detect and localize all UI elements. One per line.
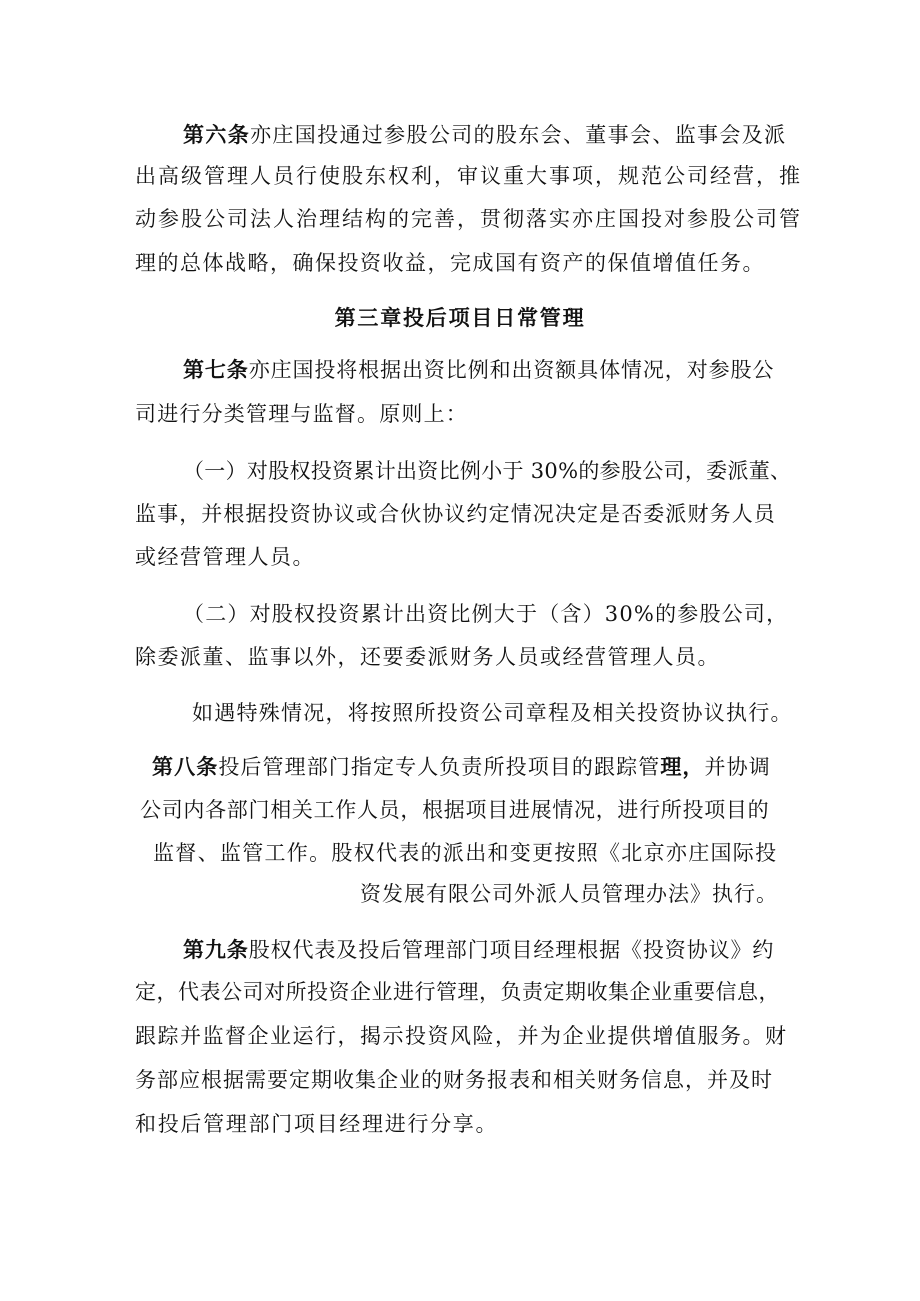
article7-label: 第七条 <box>183 357 249 382</box>
item2-line-2: 除委派董、监事以外，还要委派财务人员或经营管理人员。 <box>135 645 720 669</box>
article9-label: 第九条 <box>183 937 249 962</box>
article7-text-1: 亦庄国投将根据出资比例和出资额具体情况，对参股公 <box>248 358 775 382</box>
article8-text-1a: 投后管理部门指定专人负责所投项目的跟踪管 <box>218 755 661 779</box>
chapter3-heading: 第三章投后项目日常管理 <box>334 305 586 330</box>
item1-line-2: 监事，并根据投资协议或合伙协议约定情况决定是否委派财务人员 <box>135 502 776 526</box>
article6-line-1 <box>183 121 786 149</box>
article8-text-1c: 并协调 <box>704 755 771 779</box>
article6-line-2: 出高级管理人员行使股东权利，审议重大事项，规范公司经营，推 <box>135 164 802 188</box>
article8-line-2: 公司内各部门相关工作人员，根据项目进展情况，进行所投项目的 <box>140 798 770 822</box>
article9-line-3: 跟踪并监督企业运行，揭示投资风险，并为企业提供增值服务。财 <box>135 1024 788 1048</box>
item1-line-1: （一）对股权投资累计出资比例小于 30%的参股公司，委派董、 <box>183 459 792 483</box>
article8-text-1b: 理， <box>660 754 705 779</box>
article7-line-2: 司进行分类管理与监督。原则上： <box>135 402 468 426</box>
article8-line-4: 资发展有限公司外派人员管理办法》执行。 <box>360 882 778 906</box>
article6-line-3: 动参股公司法人治理结构的完善，贯彻落实亦庄国投对参股公司管 <box>135 207 802 231</box>
article6-line-4: 理的总体战略，确保投资收益，完成国有资产的保值增值任务。 <box>135 251 765 275</box>
article9-line-5: 和投后管理部门项目经理进行分享。 <box>135 1112 499 1136</box>
article6-label: 第六条 <box>183 122 251 147</box>
article9-line-2: 定，代表公司对所投资企业进行管理，负责定期收集企业重要信息， <box>135 980 780 1004</box>
article9-line-1 <box>183 936 774 964</box>
item2-line-1: （二）对股权投资累计出资比例大于（含）30%的参股公司， <box>183 602 789 626</box>
article8-line-3: 监督、监管工作。股权代表的派出和变更按照《北京亦庄国际投 <box>153 841 778 865</box>
item1-line-3: 或经营管理人员。 <box>135 545 315 569</box>
article6-text-1: 亦庄国投通过参股公司的股东会、董事会、监事会及派 <box>250 123 787 147</box>
article8-line-1 <box>152 753 771 781</box>
article9-line-4: 务部应根据需要定期收集企业的财务报表和相关财务信息，并及时 <box>135 1068 773 1092</box>
article7-line-1 <box>183 356 774 384</box>
special-case-line: 如遇特殊情况，将按照所投资公司章程及相关投资协议执行。 <box>192 701 793 725</box>
article9-text-1: 股权代表及投后管理部门项目经理根据《投资协议》约 <box>248 938 775 962</box>
article8-label: 第八条 <box>152 754 219 779</box>
